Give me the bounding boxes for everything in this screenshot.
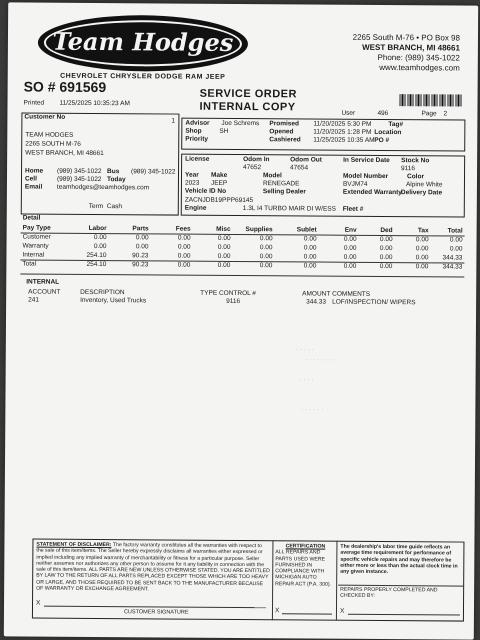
shop-value: SH [219,127,229,135]
term-value: Cash [106,203,123,211]
logo-brands: CHEVROLET CHRYSLER DODGE RAM JEEP [60,72,226,81]
show-through-text: · · · · · · · · · · · · · · · · · · · · · · · [295,346,336,414]
advisor-value: Joe Schrems [221,119,260,128]
internal-control-value: 9116 [226,297,241,305]
certification-signature-line: X [274,607,280,615]
customer-signature-line: X [36,599,41,607]
customer-city: WEST BRANCH, MI 48661 [25,149,104,158]
detail-row-internal: Internal 254.10 90.23 0.00 0.00 0.00 0.00 0.00 0.00 0.00 344.33 [20,250,464,262]
shop-label: Shop [185,127,202,135]
logo-wordmark: Team Hodges [52,26,234,57]
email-value: teamhodges@teamhodges.com [56,183,150,192]
engine-value: 1.3L I4 TURBO MAIR DI W/ESS [242,205,337,213]
col-tax: Tax [417,226,429,235]
document-title: SERVICE ORDER [199,87,298,101]
color-value: Alpine White [405,181,443,189]
col-total: Total [447,227,463,235]
home-label: Home [25,167,44,175]
internal-account-header: ACCOUNT [28,288,61,296]
odom-out-value: 47654 [290,164,309,172]
cell-phone: (989) 345-1022 [56,175,102,184]
engine-label: Engine [184,204,207,212]
col-fees: Fees [175,225,191,233]
internal-amount-header: AMOUNT [302,290,331,298]
repairs-checked-by: REPAIRS PROPERLY COMPLETED AND CHECKED BY: [340,586,438,600]
customer-name: TEAM HODGES [25,131,74,139]
odom-in-value: 47652 [243,164,262,172]
today-label: Today [106,176,126,184]
home-phone: (989) 345-1022 [57,167,102,176]
customer-no-value: 1 [171,117,176,125]
opened-value: 11/20/2025 1:28 PM [313,128,372,136]
stock-no-value: 9116 [401,165,416,173]
internal-type-header: TYPE CONTROL # [200,289,256,298]
internal-comments-value: LOF/INSPECTION/ WIPERS [332,298,416,307]
detail-row-total: Total 254.10 90.23 0.00 0.00 0.00 0.00 0.00 0.00 0.00 344.33 [22,260,463,271]
detail-row-warranty: Warranty 0.00 0.00 0.00 0.00 0.00 0.00 0.00 0.00 0.00 0.00 [22,242,463,253]
odom-in-label: Odom In [243,156,270,164]
customer-signature-label: CUSTOMER SIGNATURE [123,609,189,616]
barcode [400,94,462,106]
user-value: 496 [377,109,389,118]
year-value: 2023 [184,179,200,187]
color-label: Color [406,173,425,181]
cell-label: Cell [24,175,37,183]
email-label: Email [24,183,43,191]
make-label: Make [210,171,228,179]
service-order-number: SO # 691569 [23,78,107,96]
dealer-phone: Phone: (989) 345-1022 [377,52,460,63]
col-pay-type: Pay Type [22,224,51,232]
model-number-label: Model Number [342,172,389,181]
internal-description-header: DESCRIPTION [80,288,125,297]
internal-description-value: Inventory, Used Trucks [80,296,147,305]
col-env: Env [344,226,357,234]
internal-comments-header: COMMENTS [332,290,371,298]
dealer-logo [38,15,248,81]
divider [20,273,464,277]
make-value: JEEP [210,179,228,187]
col-labor: Labor [88,224,107,232]
advisor-label: Advisor [185,119,210,127]
checked-by-signature-line: X [339,607,345,615]
vehicle-id-label: Vehicle ID No [184,187,227,195]
bus-phone: (989) 345-1022 [131,168,176,176]
col-parts: Parts [132,224,149,233]
service-order-document [4,2,478,639]
customer-box [21,112,180,215]
detail-label: Detail [22,214,41,222]
col-sublet: Sublet [296,226,317,234]
opened-label: Opened [269,128,294,136]
user-label: User [341,109,356,117]
vin-value: ZACNJDB19PPP69145 [184,196,254,205]
col-ded: Ded [380,226,393,234]
detail-row-customer: Customer 0.00 0.00 0.00 0.00 0.00 0.00 0.00 0.00 0.00 0.00 [22,233,463,244]
page-value: 2 [443,110,448,118]
col-supplies: Supplies [245,225,273,233]
cashiered-label: Cashiered [269,136,301,144]
promised-value: 11/20/2025 5:30 PM [313,120,372,128]
page-label: Page [421,110,437,118]
in-service-date-label: In Service Date [343,156,390,165]
customer-no-label: Customer No [24,113,66,121]
extended-warranty-label: Extended Warranty [342,188,402,197]
detail-table [20,223,464,271]
model-number-value: BVJM74 [342,180,368,188]
customer-street: 2265 SOUTH M-76 [25,140,81,148]
selling-dealer-label: Selling Dealer [262,188,306,196]
year-label: Year [184,171,199,179]
internal-amount-value: 344.33 [306,298,327,306]
location-label: Location [374,128,402,137]
priority-label: Priority [185,135,209,143]
stock-no-label: Stock No [401,157,430,165]
internal-label: INTERNAL [26,278,60,286]
dealer-address-line1: 2265 South M-76 • PO Box 98 [352,32,461,43]
term-label: Term [88,202,104,211]
disclaimer-statement: STATEMENT OF DISCLAIMER: The factory warranty constitutes all the warranties with respect to the sale of this item/items. The Seller hereby expressly disclaims all warranties either expressed or implied including any implied warranty of merchantability or fitness for a particular purpose. Seller neither assumes nor authorizes any other person to assume for it any liability in connection with the sale of this item/items. ALL PARTS ARE NEW UNLESS OTHERWISE STATED. YOU ARE ENTITLED BY LAW TO THE RETURN OF ALL PARTS REPLACED EXCEPT THOSE WHICH ARE TOO HEAVY OR LARGE, AND THOSE REQUIRED TO BE SENT BACK TO THE MANUFACTURER BECAUSE OF WARRANTY OR EXCHANGE AGREEMENT. [36,541,270,593]
certification: CERTIFICATION ALL REPAIRS AND PARTS USED WERE FURNISHED IN COMPLIANCE WITH MICHIGAN AUTO REPAIR ACT (P.A. 300). [275,543,332,588]
col-misc: Misc [216,225,231,233]
bus-label: Bus [107,168,120,176]
delivery-date-label: Delivery Date [400,189,443,197]
model-label: Model [262,172,282,180]
po-label: PO # [374,136,390,145]
model-value: RENEGADE [262,180,300,188]
printed-label: Printed [23,99,45,107]
odom-out-label: Odom Out [290,156,322,164]
promised-label: Promised [269,120,300,128]
fleet-label: Fleet # [342,205,364,213]
labor-time-guide-note: The dealership's labor time guide reflects an average time requirement for performance of specific vehicle repairs and may therefore be either more or less than the actual clock time in any given instance. [340,543,458,576]
printed-value: 11/25/2025 10:35:23 AM [59,99,130,108]
license-label: License [185,155,210,163]
document-subtitle: INTERNAL COPY [199,100,296,114]
internal-account-value: 241 [28,296,40,304]
dealer-city: WEST BRANCH, MI 48661 [362,42,460,53]
dealer-website: www.teamhodges.com [379,62,460,73]
tag-label: Tag# [388,121,404,129]
cashiered-value: 11/25/2025 10:35 AM [313,136,375,144]
